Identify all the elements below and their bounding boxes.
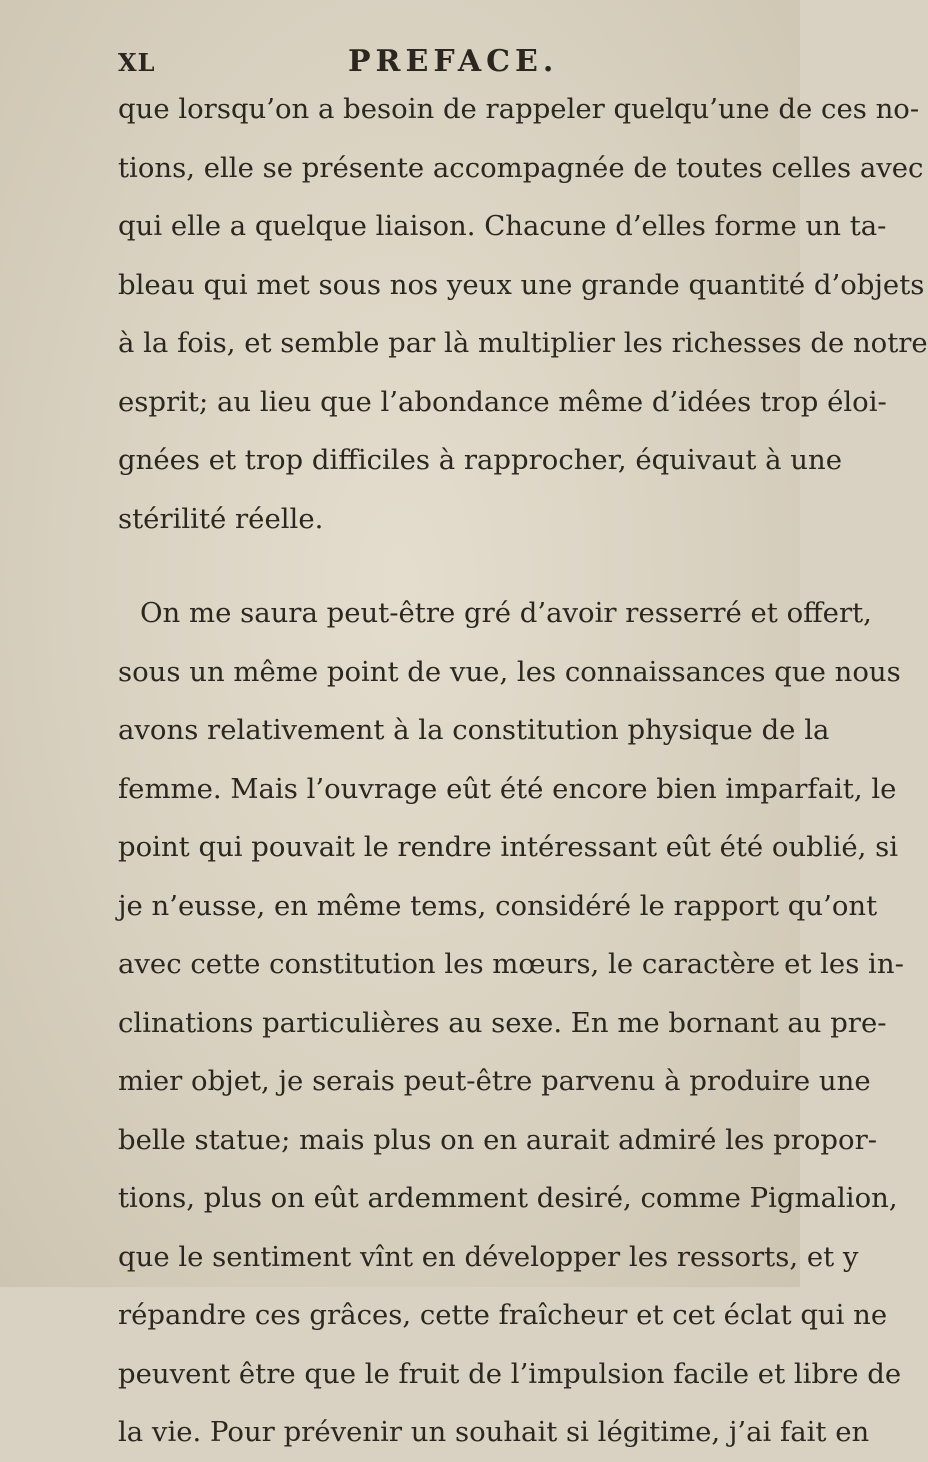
text-line: que lorsqu’on a besoin de rappeler quelqu’une de ces no-	[118, 93, 920, 125]
paragraph-1	[118, 80, 928, 548]
paragraph-2	[118, 584, 904, 1462]
text-line: stérilité réelle.	[118, 502, 324, 535]
text-line: clinations particulières au sexe. En me bornant au pre-	[118, 1006, 887, 1039]
text-line: avons relativement à la constitution physique de la	[118, 714, 830, 746]
text-line: peuvent être que le fruit de l’impulsion facile et libre de	[118, 1357, 902, 1390]
text-line: femme. Mais l’ouvrage eût été encore bien imparfait, le	[118, 772, 897, 805]
body-text	[118, 80, 928, 1462]
text-line: tions, plus on eût ardemment desiré, comme Pigmalion,	[118, 1182, 898, 1214]
text-line: qui elle a quelque liaison. Chacune d’elles forme un ta-	[118, 210, 887, 242]
text-line: belle statue; mais plus on en aurait admiré les propor-	[118, 1123, 878, 1156]
text-line: esprit; au lieu que l’abondance même d’idées trop éloi-	[118, 385, 887, 418]
text-line: à la fois, et semble par là multiplier les richesses de notre	[118, 327, 928, 359]
text-line: point qui pouvait le rendre intéressant eût été oublié, si	[118, 831, 899, 863]
text-line: gnées et trop difficiles à rapprocher, équivaut à une	[118, 444, 842, 476]
text-line: je n’eusse, en même tems, considéré le rapport qu’ont	[118, 889, 878, 922]
text-line: mier objet, je serais peut-être parvenu à produire une	[118, 1065, 871, 1097]
running-title: PREFACE.	[348, 44, 559, 79]
text-line: bleau qui met sous nos yeux une grande quantité d’objets	[118, 268, 925, 301]
page-header	[118, 44, 760, 84]
text-line: On me saura peut-être gré d’avoir resserré et offert,	[140, 597, 872, 629]
text-line: sous un même point de vue, les connaissances que nous	[118, 655, 901, 688]
page-number: XL	[118, 48, 156, 77]
text-line: que le sentiment vînt en développer les ressorts, et y	[118, 1240, 859, 1273]
text-line: avec cette constitution les mœurs, le caractère et les in-	[118, 948, 904, 980]
text-line: répandre ces grâces, cette fraîcheur et cet éclat qui ne	[118, 1299, 888, 1331]
text-line: tions, elle se présente accompagnée de toutes celles avec	[118, 151, 924, 184]
text-line: la vie. Pour prévenir un souhait si légitime, j’ai fait en	[118, 1416, 870, 1448]
